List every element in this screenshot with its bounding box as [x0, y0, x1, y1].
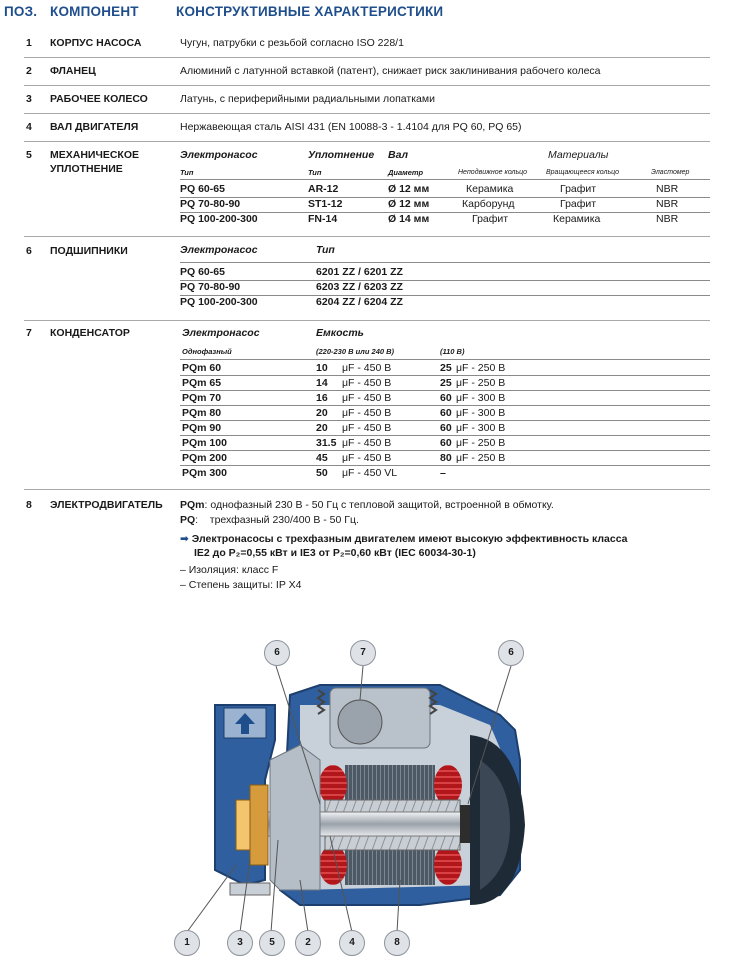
cell-type: 6203 ZZ / 6203 ZZ [316, 281, 403, 293]
callout-pump-body: 1 [174, 930, 200, 956]
cell-type: 6204 ZZ / 6204 ZZ [316, 296, 403, 308]
row-component: РАБОЧЕЕ КОЛЕСО [50, 93, 148, 105]
seal-sub-fixed: Неподвижное кольцо [458, 169, 528, 176]
cell-cap1-unit: μF - 450 В [342, 422, 392, 434]
cell-cap1-value: 45 [316, 452, 328, 464]
divider [180, 450, 710, 451]
cell-rotating: Керамика [553, 213, 601, 225]
cell-cap2-unit: μF - 250 В [456, 377, 506, 389]
row-number: 4 [26, 121, 32, 133]
cell-cap1-unit: μF - 450 VL [342, 467, 398, 479]
cell-seal: ST1-12 [308, 198, 343, 210]
divider [180, 295, 710, 296]
cell-elastomer: NBR [656, 213, 679, 225]
seal-sub-type: Тип [180, 168, 194, 177]
callout-flange: 2 [295, 930, 321, 956]
callout-bearing-rear: 6 [498, 640, 524, 666]
cell-pump: PQm 300 [182, 467, 227, 479]
cell-seal: FN-14 [308, 213, 338, 225]
capacitor-header-pump: Электронасос [182, 327, 260, 339]
cell-cap1-unit: μF - 450 В [342, 377, 392, 389]
capacitor-sub-v2: (110 В) [440, 347, 465, 356]
bearings-header-pump: Электронасос [180, 244, 258, 256]
cell-cap1-unit: μF - 450 В [342, 452, 392, 464]
divider [24, 236, 710, 237]
seal-header-materials: Материалы [548, 149, 609, 161]
cell-cap2-value: 25 [440, 362, 452, 374]
cell-cap2-value: 60 [440, 437, 452, 449]
divider [180, 390, 710, 391]
row-component: КОРПУС НАСОСА [50, 37, 142, 49]
cell-cap1-value: 10 [316, 362, 328, 374]
cell-elastomer: NBR [656, 198, 679, 210]
divider [180, 420, 710, 421]
row-number: 6 [26, 245, 32, 257]
divider [24, 141, 710, 142]
cell-cap2-unit: μF - 300 В [456, 422, 506, 434]
divider [180, 375, 710, 376]
cell-pump: PQ 70-80-90 [180, 198, 241, 210]
cell-pump: PQm 100 [182, 437, 227, 449]
cell-diameter: Ø 12 мм [388, 183, 430, 195]
divider [180, 179, 710, 180]
row-text: Чугун, патрубки с резьбой согласно ISO 228/1 [180, 37, 404, 49]
divider [180, 465, 710, 466]
seal-header-pump: Электронасос [180, 149, 258, 161]
cell-cap2-value: 60 [440, 422, 452, 434]
row-number: 5 [26, 149, 32, 161]
capacitor-sub-v1: (220-230 В или 240 В) [316, 347, 395, 356]
cell-cap1-value: 20 [316, 407, 328, 419]
row-number: 3 [26, 93, 32, 105]
cell-pump: PQ 100-200-300 [180, 296, 258, 308]
callout-impeller: 3 [227, 930, 253, 956]
seal-sub-type: Тип [308, 168, 322, 177]
callout-seal: 5 [259, 930, 285, 956]
row-component: МЕХАНИЧЕСКОЕ УПЛОТНЕНИЕ [50, 149, 140, 175]
cell-cap2-value: – [440, 467, 446, 479]
row-number: 1 [26, 37, 32, 49]
row-text: Латунь, с периферийными радиальными лопатками [180, 93, 435, 105]
cell-rotating: Графит [560, 198, 597, 210]
row-number: 7 [26, 327, 32, 339]
cell-pump: PQ 60-65 [180, 183, 225, 195]
row-component: ПОДШИПНИКИ [50, 245, 128, 257]
cell-fixed: Карборунд [462, 198, 515, 210]
cell-cap2-value: 25 [440, 377, 452, 389]
cell-cap1-unit: μF - 450 В [342, 362, 392, 374]
row-component: КОНДЕНСАТОР [50, 327, 130, 339]
cell-seal: AR-12 [308, 183, 339, 195]
motor-line-three: PQ: трехфазный 230/400 В - 50 Гц. [180, 514, 359, 526]
cell-cap1-value: 31.5 [316, 437, 337, 449]
header-pos: ПОЗ. [4, 4, 38, 19]
cell-cap1-value: 50 [316, 467, 328, 479]
row-component: ФЛАНЕЦ [50, 65, 96, 77]
seal-sub-rotating: Вращающееся кольцо [546, 169, 620, 176]
row-text: Алюминий с латунной вставкой (патент), снижает риск заклинивания рабочего колеса [180, 65, 601, 77]
arrow-icon: ➡ [180, 533, 189, 545]
cell-elastomer: NBR [656, 183, 679, 195]
divider [24, 320, 710, 321]
cell-pump: PQm 60 [182, 362, 222, 374]
cell-pump: PQm 200 [182, 452, 227, 464]
cell-cap1-unit: μF - 450 В [342, 407, 392, 419]
cell-pump: PQm 65 [182, 377, 222, 389]
row-component: ЭЛЕКТРОДВИГАТЕЛЬ [50, 499, 163, 511]
capacitor-sub-single: Однофазный [182, 347, 232, 356]
cell-diameter: Ø 12 мм [388, 198, 430, 210]
cell-fixed: Керамика [466, 183, 514, 195]
cell-pump: PQm 70 [182, 392, 222, 404]
cell-cap1-value: 20 [316, 422, 328, 434]
callout-capacitor: 7 [350, 640, 376, 666]
cell-cap2-value: 60 [440, 392, 452, 404]
divider [180, 359, 710, 360]
motor-protection: – Степень защиты: IP X4 [180, 579, 302, 591]
cell-pump: PQm 90 [182, 422, 222, 434]
cell-cap2-unit: μF - 300 В [456, 392, 506, 404]
bearings-header-type: Тип [316, 244, 335, 256]
header-characteristics: КОНСТРУКТИВНЫЕ ХАРАКТЕРИСТИКИ [176, 4, 444, 19]
row-number: 8 [26, 499, 32, 511]
cell-pump: PQm 80 [182, 407, 222, 419]
cell-type: 6201 ZZ / 6201 ZZ [316, 266, 403, 278]
row-component: ВАЛ ДВИГАТЕЛЯ [50, 121, 139, 133]
seal-header-seal: Уплотнение [308, 149, 375, 161]
divider [24, 85, 710, 86]
cell-pump: PQ 60-65 [180, 266, 225, 278]
divider [180, 212, 710, 213]
cell-cap2-unit: μF - 250 В [456, 437, 506, 449]
row-number: 2 [26, 65, 32, 77]
seal-sub-diameter: Диаметр [388, 168, 424, 177]
row-text: Нержавеющая сталь AISI 431 (EN 10088-3 - 1.4104 для PQ 60, PQ 65) [180, 121, 522, 133]
divider [180, 435, 710, 436]
callout-motor: 8 [384, 930, 410, 956]
motor-efficiency-note: ➡ Электронасосы с трехфазным двигателем имеют высокую эффективность класса IE2 до P₂=0,55 кВт и IE3 от P₂=0,60 кВт (IEC 60034-30-1) [180, 533, 628, 559]
cell-diameter: Ø 14 мм [388, 213, 430, 225]
cell-fixed: Графит [472, 213, 509, 225]
cell-cap1-value: 14 [316, 377, 328, 389]
callout-bearing-front: 6 [264, 640, 290, 666]
cell-pump: PQ 70-80-90 [180, 281, 241, 293]
seal-sub-elastomer: Эластомер [651, 169, 690, 176]
cell-rotating: Графит [560, 183, 597, 195]
cell-cap1-unit: μF - 450 В [342, 437, 392, 449]
divider [180, 197, 710, 198]
motor-insulation: – Изоляция: класс F [180, 564, 279, 576]
capacitor-header-capacity: Емкость [316, 327, 364, 339]
cell-cap2-value: 80 [440, 452, 452, 464]
cell-cap2-unit: μF - 250 В [456, 362, 506, 374]
divider [24, 489, 710, 490]
divider [24, 57, 710, 58]
divider [180, 280, 710, 281]
cell-cap2-value: 60 [440, 407, 452, 419]
cell-cap1-unit: μF - 450 В [342, 392, 392, 404]
seal-header-shaft: Вал [388, 149, 409, 161]
divider [180, 405, 710, 406]
header-component: КОМПОНЕНТ [50, 4, 139, 19]
cell-pump: PQ 100-200-300 [180, 213, 258, 225]
divider [24, 113, 710, 114]
motor-line-single: PQm: однофазный 230 В - 50 Гц с тепловой защитой, встроенной в обмотку. [180, 499, 554, 511]
cell-cap1-value: 16 [316, 392, 328, 404]
callout-shaft: 4 [339, 930, 365, 956]
divider [180, 262, 710, 263]
cell-cap2-unit: μF - 250 В [456, 452, 506, 464]
cell-cap2-unit: μF - 300 В [456, 407, 506, 419]
